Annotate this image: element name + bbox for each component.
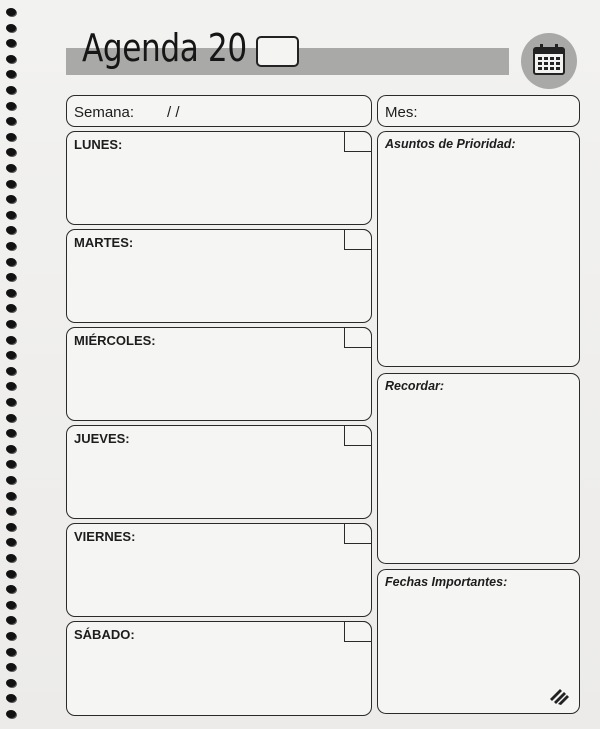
binding-hole (6, 148, 16, 156)
day-corner-tab (344, 425, 372, 446)
priority-matters-label: Asuntos de Prioridad: (385, 137, 516, 151)
day-label: LUNES: (74, 137, 123, 152)
spiral-binding (0, 0, 26, 729)
brand-logo-icon (548, 685, 570, 705)
day-box-monday[interactable] (66, 131, 372, 225)
day-box-saturday[interactable] (66, 621, 372, 716)
binding-hole (6, 258, 16, 266)
binding-hole (6, 663, 16, 671)
month-field[interactable] (377, 95, 580, 127)
binding-hole (6, 710, 16, 718)
day-corner-tab (344, 131, 372, 152)
binding-hole (6, 133, 16, 141)
day-corner-tab (344, 229, 372, 250)
remember-label: Recordar: (385, 379, 445, 393)
binding-hole (6, 164, 16, 172)
day-label: SÁBADO: (74, 627, 135, 642)
binding-hole (6, 226, 16, 234)
binding-hole (6, 492, 16, 500)
binding-hole (6, 304, 16, 312)
day-box-tuesday[interactable] (66, 229, 372, 323)
binding-hole (6, 679, 16, 687)
binding-hole (6, 55, 16, 63)
day-corner-tab (344, 523, 372, 544)
calendar-badge (521, 33, 577, 89)
binding-hole (6, 460, 16, 468)
binding-hole (6, 632, 16, 640)
binding-hole (6, 523, 16, 531)
binding-hole (6, 102, 16, 110)
binding-hole (6, 570, 16, 578)
week-date-separators: / / (167, 104, 180, 121)
month-label: Mes: (385, 104, 418, 121)
binding-hole (6, 273, 16, 281)
day-label: MARTES: (74, 235, 134, 250)
binding-hole (6, 585, 16, 593)
day-label: VIERNES: (74, 529, 136, 544)
binding-hole (6, 180, 16, 188)
binding-hole (6, 648, 16, 656)
day-box-thursday[interactable] (66, 425, 372, 519)
day-label: JUEVES: (74, 431, 130, 446)
binding-hole (6, 8, 16, 16)
binding-hole (6, 554, 16, 562)
binding-hole (6, 694, 16, 702)
binding-hole (6, 195, 16, 203)
binding-hole (6, 414, 16, 422)
binding-hole (6, 351, 16, 359)
binding-hole (6, 445, 16, 453)
day-label: MIÉRCOLES: (74, 333, 156, 348)
binding-hole (6, 39, 16, 47)
binding-hole (6, 601, 16, 609)
binding-hole (6, 242, 16, 250)
binding-hole (6, 382, 16, 390)
binding-hole (6, 429, 16, 437)
day-box-friday[interactable] (66, 523, 372, 617)
binding-hole (6, 507, 16, 515)
binding-hole (6, 538, 16, 546)
year-input-box[interactable] (256, 36, 299, 67)
binding-hole (6, 367, 16, 375)
important-dates-label: Fechas Importantes: (385, 575, 508, 589)
binding-hole (6, 289, 16, 297)
day-corner-tab (344, 327, 372, 348)
remember-box[interactable] (377, 373, 580, 564)
binding-hole (6, 24, 16, 32)
binding-hole (6, 616, 16, 624)
binding-hole (6, 70, 16, 78)
day-box-wednesday[interactable] (66, 327, 372, 421)
day-corner-tab (344, 621, 372, 642)
binding-hole (6, 398, 16, 406)
binding-hole (6, 320, 16, 328)
binding-hole (6, 117, 16, 125)
priority-matters-box[interactable] (377, 131, 580, 367)
binding-hole (6, 336, 16, 344)
week-label: Semana: (74, 104, 135, 121)
page-title: Agenda 20 (82, 26, 247, 70)
binding-hole (6, 86, 16, 94)
binding-hole (6, 211, 16, 219)
week-field[interactable] (66, 95, 372, 127)
binding-hole (6, 476, 16, 484)
calendar-icon (532, 43, 566, 77)
